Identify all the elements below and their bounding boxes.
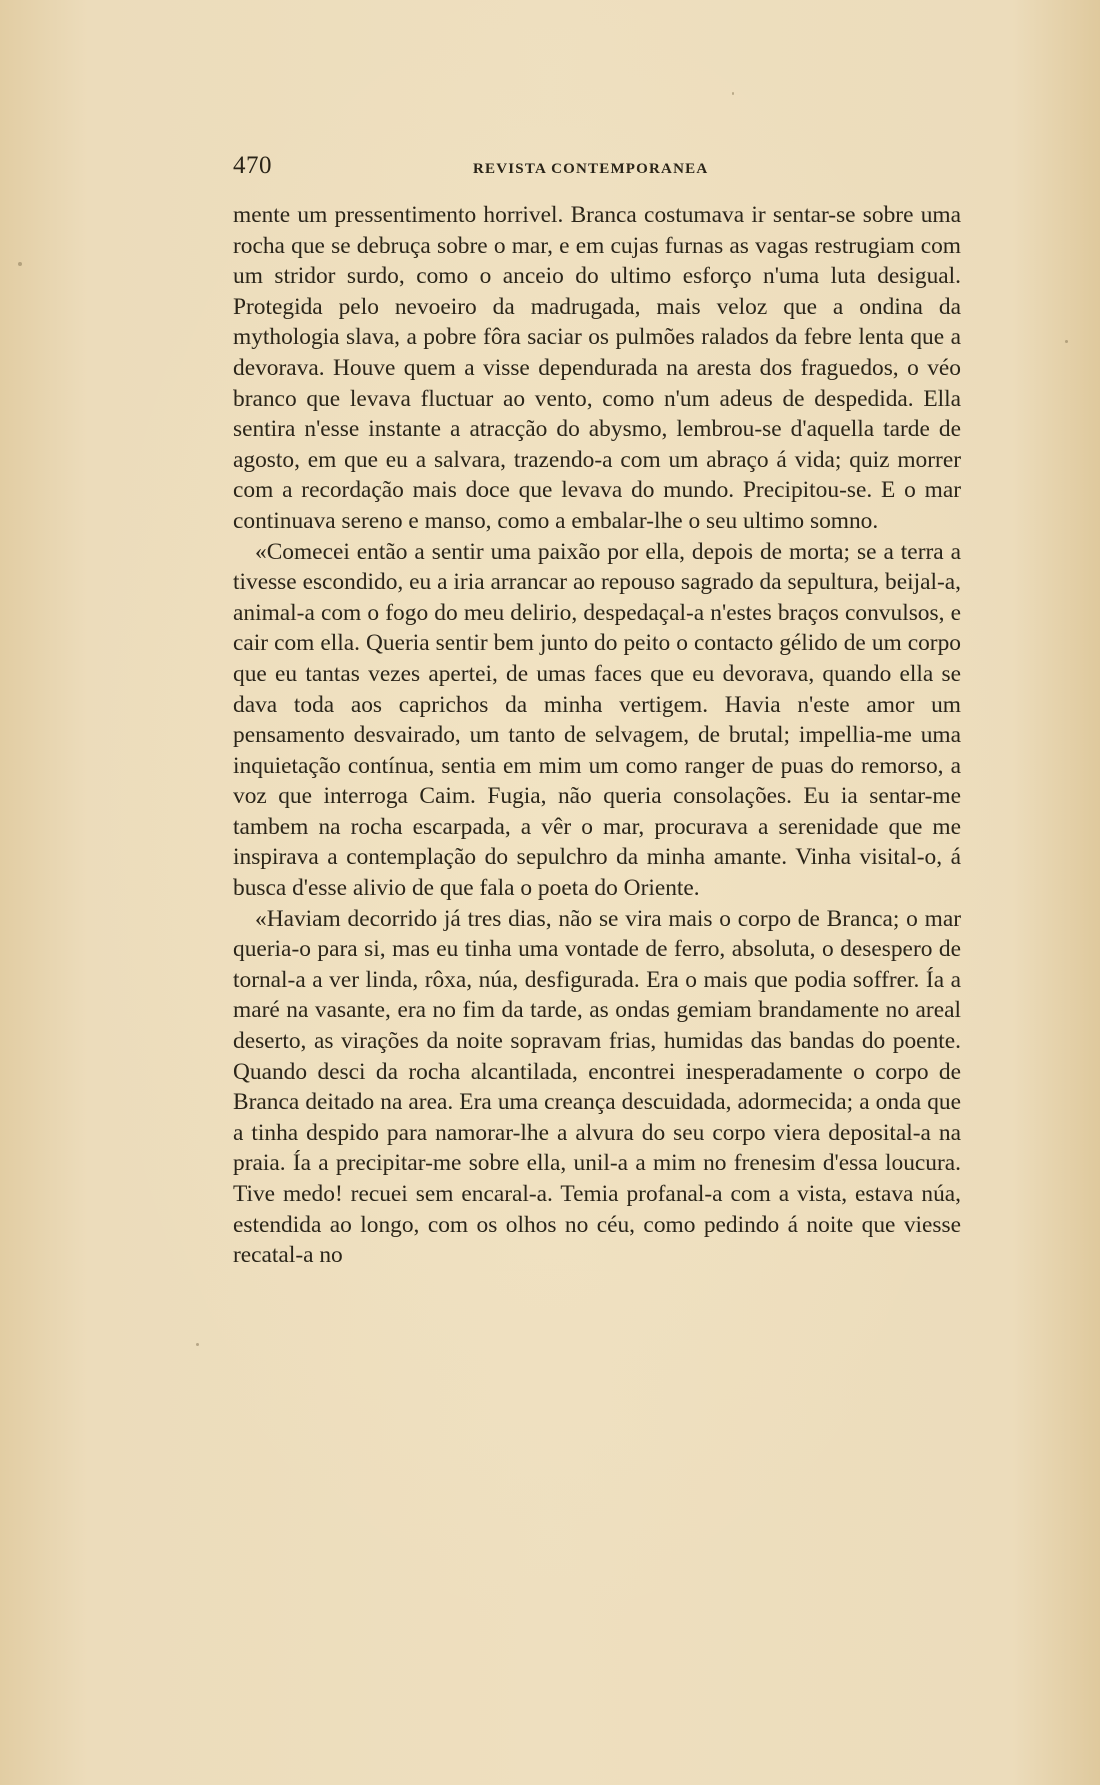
page-number: 470 [233, 152, 272, 179]
paragraph-3: «Haviam decorrido já tres dias, não se vira mais o corpo de Branca; o mar queria-o para si, mas eu tinha uma vontade de ferro, absoluta, o desespero de tornal-a a ver linda, rôxa, núa, desfigurada. Era o mais que podia soffrer. Ía a maré na vasante, era no fim da tarde, as ondas gemiam brandamente no areal deserto, as virações da noite sopravam frias, humidas das bandas do poente. Quando desci da rocha alcantilada, encontrei inesperadamente o corpo de Branca deitado na area. Era uma creança descuidada, adormecida; a onda que a tinha despido para namorar-lhe a alvura do seu corpo viera deposital-a na praia. Ía a precipitar-me sobre ella, unil-a a mim no frenesim d'essa loucura. Tive medo! recuei sem encaral-a. Temia profanal-a com a vista, estava núa, estendida ao longo, com os olhos no céu, como pedindo á noite que viesse recatal-a no [233, 905, 961, 1269]
paper-speck [732, 92, 734, 95]
paper-speck [18, 262, 22, 266]
paragraph-2: «Comecei então a sentir uma paixão por ella, depois de morta; se a terra a tivesse escondido, eu a iria arrancar ao repouso sagrado da sepultura, beijal-a, animal-a com o fogo do meu delirio, despedaçal-a n'estes braços convulsos, e cair com ella. Queria sentir bem junto do peito o contacto gélido de um corpo que eu tantas vezes apertei, de umas faces que eu devorava, quando ella se dava toda aos caprichos da minha vertigem. Havia n'este amor um pensamento desvairado, um tanto de selvagem, de brutal; impellia-me uma inquietação contínua, sentia em mim um como ranger de puas do remorso, a voz que interroga Caim. Fugia, não queria consolações. Eu ia sentar-me tambem na rocha escarpada, a vêr o mar, procurava a serenidade que me inspirava a contemplação do sepulchro da minha amante. Vinha visital-o, á busca d'esse alivio de que fala o poeta do Oriente. [233, 538, 961, 902]
paragraph-1: mente um pressentimento horrivel. Branca costumava ir sentar-se sobre uma rocha que se debruça sobre o mar, e em cujas furnas as vagas restrugiam com um stridor surdo, como o anceio do ultimo esforço n'uma luta desigual. Protegida pelo nevoeiro da madrugada, mais veloz que a ondina da mythologia slava, a pobre fôra saciar os pulmões ralados da febre lenta que a devorava. Houve quem a visse dependurada na aresta dos fraguedos, o véo branco que levava fluctuar ao vento, como n'um adeus de despedida. Ella sentira n'esse instante a atracção do abysmo, lembrou-se d'aquella tarde de agosto, em que eu a salvara, trazendo-a com um abraço á vida; quiz morrer com a recordação mais doce que levava do mundo. Precipitou-se. E o mar continuava sereno e manso, como a embalar-lhe o seu ultimo somno. [233, 202, 961, 534]
running-title: REVISTA CONTEMPORANEA [473, 161, 709, 177]
paper-speck [1065, 340, 1068, 343]
body-text [233, 200, 961, 1271]
page-header [233, 152, 961, 192]
paper-speck [196, 1343, 199, 1346]
